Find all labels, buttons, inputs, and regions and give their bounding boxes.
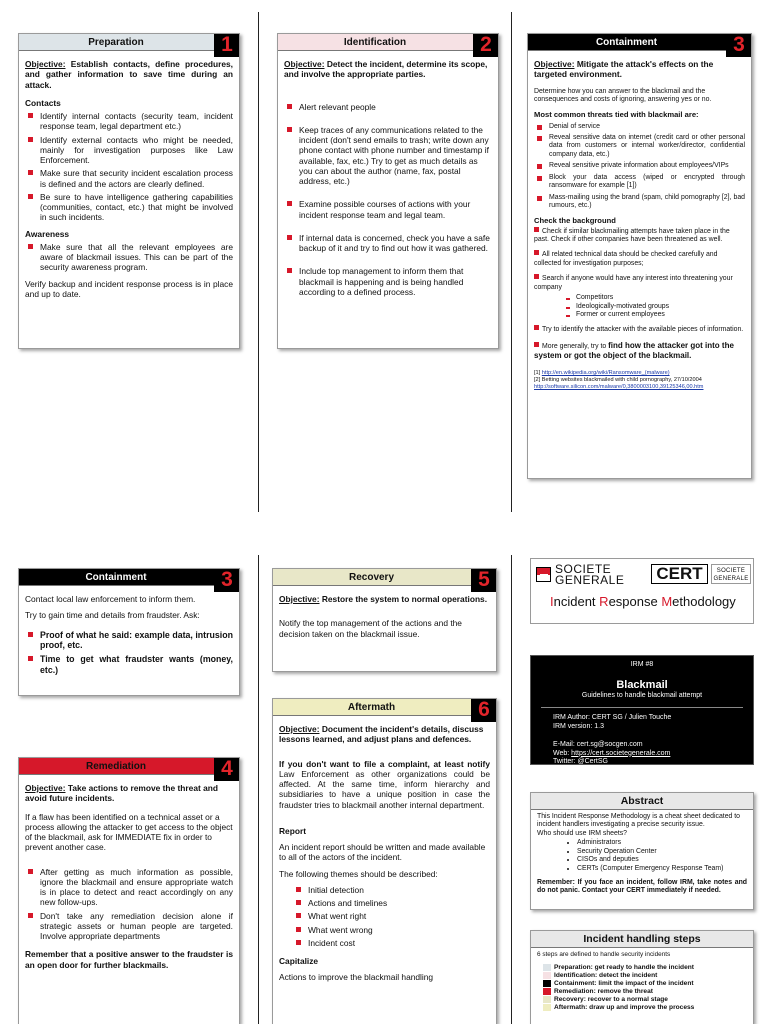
objective-text: Mitigate the attack's effects on the targeted environment. <box>534 59 714 80</box>
step-number: 5 <box>471 568 497 592</box>
recovery-header <box>273 568 496 591</box>
step-number: 1 <box>214 33 240 57</box>
background-paragraph <box>534 341 745 362</box>
remediation-list <box>25 867 233 942</box>
cover-web <box>553 750 753 759</box>
irm-letter: R <box>599 594 609 609</box>
preparation-title: Preparation <box>88 37 144 48</box>
irm-word: ncident <box>553 594 600 609</box>
objective-text: Detect the incident, determine its scope, and involve the appropriate parties. <box>284 59 488 80</box>
containment-intro: Determine how you can answer to the blackmail and the consequences and costs of ignoring, answering yes or no. <box>534 87 712 103</box>
step-row <box>543 988 747 996</box>
cover-details <box>531 714 753 767</box>
contacts-heading: Contacts <box>25 97 61 108</box>
step-color-swatch <box>543 980 551 987</box>
list-item: Keep traces of any communications related to the incident (don't send emails to trash; write down any phone contact with phone number and timestamp if available, fax, etc.) Try to get as much details as you can about the author (name, fax, postal address, etc.) <box>284 125 492 187</box>
steps-card <box>530 930 754 1024</box>
containment-continued-card <box>18 568 240 696</box>
asks-list <box>25 630 233 676</box>
remediation-intro: If a flaw has been identified on a technical asset or a process allowing the attacker to get access to the object of the blackmail, ask for IMMEDIATE fix in order to prevent another case. <box>25 811 233 853</box>
containment-header <box>19 568 239 591</box>
list-item: Time to get what fraudster wants (money, etc.) <box>25 654 233 675</box>
cover-twitter: Twitter: @CertSG <box>553 758 608 766</box>
branding-header <box>530 558 754 624</box>
aftermath-card <box>272 698 497 1024</box>
objective <box>279 594 490 604</box>
objective-label: Objective: <box>25 59 66 69</box>
cert-subtitle-line: GENERALE <box>713 576 749 582</box>
themes-intro: The following themes should be described: <box>279 868 438 879</box>
remediation-header <box>19 757 239 780</box>
identification-list <box>284 102 492 298</box>
abstract-card <box>530 792 754 910</box>
cover-divider <box>541 707 743 708</box>
cover-subtitle: Guidelines to handle blackmail attempt <box>581 691 703 699</box>
step-label: Recovery: recover to a normal stage <box>554 995 668 1003</box>
objective <box>25 59 233 90</box>
interest-list <box>564 294 745 319</box>
list-item: Don't take any remediation decision alone if strategic assets or human people are targeted. Involve appropriate departments <box>25 911 233 942</box>
capitalize-heading: Capitalize <box>279 956 319 966</box>
containment-line: Contact local law enforcement to inform them. <box>25 594 196 604</box>
background-paragraph <box>534 325 745 334</box>
steps-list <box>537 964 747 1012</box>
background-text: Try to identify the attacker with the available pieces of information. <box>542 326 744 334</box>
step-color-swatch <box>543 1004 551 1011</box>
aftermath-title: Aftermath <box>347 702 396 713</box>
list-item: Mass-mailing using the brand (spam, child pornography [2], bad rumours, etc.) <box>534 194 745 211</box>
irm-word: esponse <box>608 594 662 609</box>
irm-letter: M <box>661 594 673 609</box>
step-row <box>543 964 747 972</box>
containment-line: Try to gain time and details from fraudster. Ask: <box>25 610 200 621</box>
step-number: 2 <box>473 33 499 57</box>
identification-title: Identification <box>343 37 407 48</box>
objective-label: Objective: <box>284 59 325 69</box>
identification-header <box>278 33 498 56</box>
company-name-line: GENERALE <box>555 573 625 587</box>
list-item: Include top management to inform them that blackmail is happening and is being handled according to a defined process. <box>284 266 492 297</box>
list-item: After getting as much information as possible, ignore the blackmail and ensure appropriate watch is in place to detect and react accordingly on any new follow-ups. <box>25 867 233 908</box>
awareness-heading: Awareness <box>25 228 70 239</box>
background-paragraph <box>534 227 745 245</box>
step-color-swatch <box>543 964 551 971</box>
containment-card <box>527 33 752 479</box>
step-number: 6 <box>471 698 497 722</box>
objective <box>279 724 490 745</box>
abstract-question: Who should use IRM sheets? <box>537 829 628 837</box>
step-color-swatch <box>543 988 551 995</box>
background-paragraph <box>534 250 745 268</box>
list-item: Initial detection <box>293 885 490 895</box>
cert-subtitle <box>711 564 751 584</box>
column-divider <box>258 12 259 512</box>
step-row <box>543 980 747 988</box>
steps-intro: 6 steps are defined to handle security incidents <box>537 951 671 958</box>
remediation-closing: Remember that a positive answer to the fraudster is an open door for further blackmails. <box>25 949 233 970</box>
list-item: • Administrators <box>577 839 747 847</box>
background-heading: Check the background <box>534 216 616 226</box>
themes-list <box>293 885 490 948</box>
cert-subtitle-line: SOCIETE <box>716 568 746 574</box>
cover-box <box>530 655 754 765</box>
steps-title: Incident handling steps <box>583 933 701 945</box>
list-item: Reveal sensitive data on internet (credit card or other personal data from customers or internal worker/director, confidential company data, etc.) <box>534 134 745 159</box>
list-item: Incident cost <box>293 938 490 948</box>
containment-title: Containment <box>85 572 147 583</box>
reference-number: [1] <box>534 369 541 376</box>
cover-version: IRM version: 1.3 <box>553 723 604 731</box>
preparation-footer: Verify backup and incident response process is in place and up to date. <box>25 278 233 299</box>
irm-word: ethodology <box>672 594 736 609</box>
abstract-header <box>531 793 753 810</box>
containment-title: Containment <box>595 37 658 48</box>
objective-text: Establish contacts, define procedures, and gather information to save time during an attack. <box>25 59 234 90</box>
containment-header <box>528 33 751 56</box>
step-number: 3 <box>214 568 240 592</box>
steps-header <box>531 931 753 948</box>
list-item: Denial of service <box>534 123 745 131</box>
step-row <box>543 996 747 1004</box>
list-item: What went wrong <box>293 925 490 935</box>
capitalize-text: Actions to improve the blackmail handling <box>279 972 434 983</box>
report-heading: Report <box>279 825 306 836</box>
list-item: Make sure that security incident escalation process is defined and the actors are clearly defined. <box>25 168 233 189</box>
cover-title: Blackmail <box>616 678 668 691</box>
list-item: • Security Operation Center <box>577 848 747 856</box>
step-row <box>543 1004 747 1012</box>
aftermath-header <box>273 698 496 721</box>
step-label: Remediation: remove the threat <box>554 987 653 995</box>
recovery-title: Recovery <box>348 572 395 583</box>
list-item: Identify internal contacts (security team, incident response team, legal department etc.) <box>25 111 233 132</box>
abstract-remember: Remember: If you face an incident, follow IRM, take notes and do not panic. Contact your CERT immediately if needed. <box>537 878 747 895</box>
list-item: Actions and timelines <box>293 898 490 908</box>
list-item: Make sure that all the relevant employees are aware of blackmail issues. This can be part of the security awareness program. <box>25 242 233 273</box>
aftermath-intro-text: Law Enforcement as other organizations could be affected. At the same time, inform hierarchy and subsidiaries to have a unique position in case the fraudster tries to blackmail another internal department. <box>279 768 490 810</box>
awareness-list <box>25 242 233 273</box>
preparation-header <box>19 33 239 56</box>
list-item: Examine possible courses of actions with your incident response team and legal team. <box>284 199 492 220</box>
objective-text: Restore the system to normal operations. <box>321 594 488 604</box>
background-text: All related technical data should be checked carefully and collected for investigation purposes; <box>534 251 718 267</box>
reference-link[interactable]: http://software.silicon.com/malware/0,3800003100,39125346,00.htm <box>534 384 704 391</box>
cover-web-link[interactable]: https://cert.societegenerale.com <box>571 749 671 757</box>
list-item: Identify external contacts who might be needed, mainly for investigation purposes like Law Enforcement. <box>25 135 233 166</box>
cert-logo: CERT <box>651 564 708 584</box>
cover-author: IRM Author: CERT SG / Julien Touche <box>553 714 672 722</box>
societe-generale-logo-icon <box>536 567 551 582</box>
column-divider <box>511 12 512 512</box>
objective-text: Take actions to remove the threat and avoid future incidents. <box>25 783 218 804</box>
step-color-swatch <box>543 996 551 1003</box>
objective-label: Objective: <box>279 724 320 734</box>
list-item: Ideologically-motivated groups <box>564 303 745 311</box>
reference <box>534 370 745 377</box>
abstract-text: This Incident Response Methodology is a cheat sheet dedicated to incident handlers investigating a precise security issue. <box>537 813 741 829</box>
company-name-line: SOCIETE <box>555 562 612 576</box>
report-text: An incident report should be written and made available to all of the actors of the incident. <box>279 842 486 863</box>
threats-heading: Most common threats tied with blackmail are: <box>534 110 699 120</box>
objective-label: Objective: <box>25 783 66 793</box>
background-emphasis: find how the attacker got into the system or got the object of the blackmail. <box>534 340 734 361</box>
aftermath-intro <box>279 759 490 810</box>
objective-label: Objective: <box>279 594 320 604</box>
recovery-text: Notify the top management of the actions and the decision taken on the blackmail issue. <box>279 618 462 639</box>
step-label: Aftermath: draw up and improve the process <box>554 1003 695 1011</box>
remediation-card <box>18 757 240 1024</box>
company-name <box>555 564 624 586</box>
list-item: Reveal sensitive private information about employees/VIPs <box>534 162 745 170</box>
column-divider <box>511 555 512 1024</box>
objective <box>25 783 233 804</box>
list-item: Competitors <box>564 294 745 302</box>
list-item: Be sure to have intelligence gathering capabilities (communities, contact, etc.) that might be involved in such incidents. <box>25 192 233 223</box>
objective-text: Document the incident's details, discuss lessons learned, and adjust plans and defences. <box>279 724 484 745</box>
reference-link[interactable]: http://en.wikipedia.org/wiki/Ransomware_(malware) <box>541 369 670 376</box>
list-item: Alert relevant people <box>284 102 492 112</box>
preparation-card <box>18 33 240 349</box>
irm-title <box>550 594 736 610</box>
step-label: Identification: detect the incident <box>554 971 658 979</box>
list-item: Block your data access (wiped or encrypted through ransomware for example [1]) <box>534 174 745 191</box>
audience-list <box>577 839 747 873</box>
step-color-swatch <box>543 972 551 979</box>
step-number: 4 <box>214 757 240 781</box>
background-text: Check if similar blackmailing attempts have taken place in the past. Check if other companies have been threatened as well. <box>534 227 730 244</box>
list-item: If internal data is concerned, check you have a safe backup of it and try to find out how it was gathered. <box>284 233 492 254</box>
cover-web-label: Web: <box>553 749 570 757</box>
background-text: Search if anyone would have any interest into threatening your company <box>534 275 733 291</box>
background-text: More generally, try to <box>542 342 607 350</box>
objective <box>534 59 745 80</box>
list-item: Former or current employees <box>564 311 745 319</box>
threats-list <box>534 123 745 211</box>
background-paragraph <box>534 274 745 292</box>
list-item: • CERTs (Computer Emergency Response Team) <box>577 865 747 873</box>
irm-number: IRM #8 <box>630 661 654 668</box>
abstract-title: Abstract <box>620 795 664 807</box>
cover-email: E-Mail: cert.sg@socgen.com <box>553 740 643 748</box>
column-divider <box>258 555 259 1024</box>
objective-label: Objective: <box>534 59 575 69</box>
reference: [2] Betting websites blackmailed with child pornography, 27/10/2004 <box>534 376 702 383</box>
step-number: 3 <box>726 33 752 57</box>
list-item: What went right <box>293 911 490 921</box>
step-label: Containment: limit the impact of the incident <box>554 979 694 987</box>
list-item: Proof of what he said: example data, intrusion proof, etc. <box>25 630 233 651</box>
aftermath-intro-bold: If you don't want to file a complaint, at least notify <box>279 758 490 769</box>
step-row <box>543 972 747 980</box>
step-label: Preparation: get ready to handle the incident <box>554 963 694 971</box>
recovery-card <box>272 568 497 672</box>
remediation-title: Remediation <box>85 761 146 772</box>
identification-card <box>277 33 499 349</box>
contacts-list <box>25 111 233 223</box>
irm-letter: I <box>550 594 554 609</box>
list-item: • CISOs and deputies <box>577 856 747 864</box>
objective <box>284 59 492 80</box>
references <box>534 370 745 392</box>
